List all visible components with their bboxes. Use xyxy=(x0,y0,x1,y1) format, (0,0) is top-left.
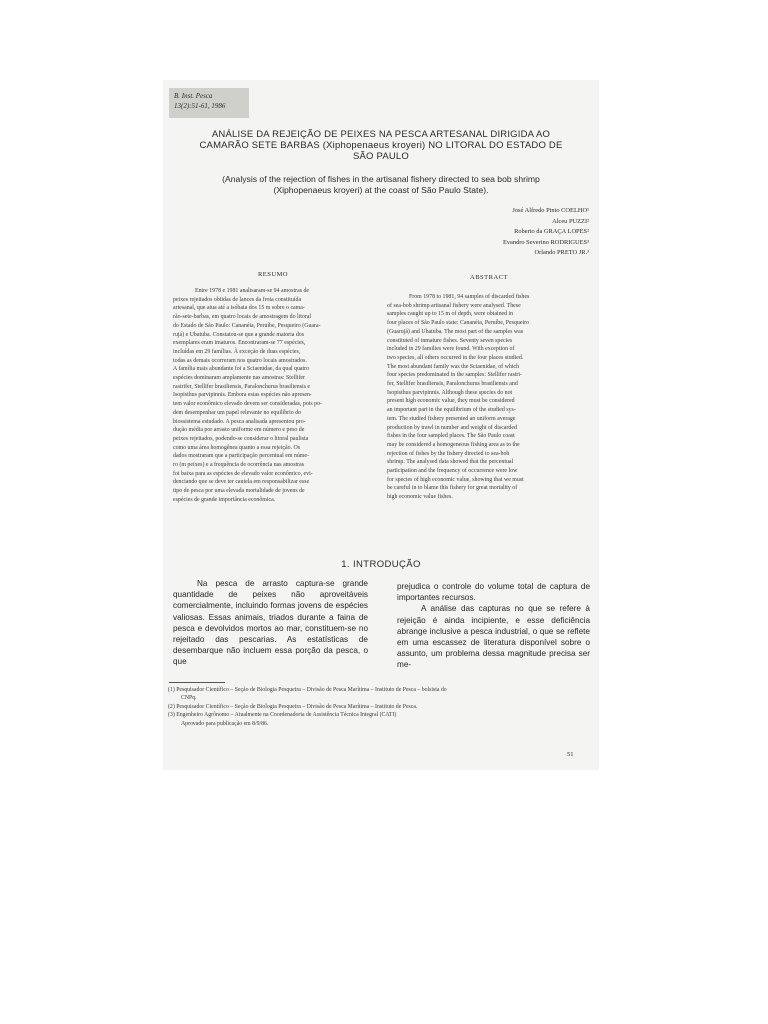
text-line: Isopisthus parvipinnis. Embora estas espécies não apresen- xyxy=(173,392,312,399)
text-line: may be considered a homogeneous fishing area as to the xyxy=(387,441,520,448)
text-line: foi baixa para as espécies de elevado valor econômico, evi- xyxy=(173,470,313,477)
title-line: SÃO PAULO xyxy=(352,151,409,162)
text-line: (Guarujá) and Ubatuba. The most part of the samples was xyxy=(387,328,523,335)
text-line: rão-sete-barbas, em quatro locais de amostragem do litoral xyxy=(173,314,312,321)
intro-right-column xyxy=(397,581,590,671)
text-line: of sea-bob shrimp artisanal fishery were analysed. These xyxy=(387,302,521,309)
abstract-heading: ABSTRACT xyxy=(470,274,508,281)
intro-left-column xyxy=(173,578,368,668)
text-line: incluídas em 29 famílias. À exceção de duas espécies, xyxy=(173,348,301,355)
author: Roberto da GRAÇA LOPES² xyxy=(514,228,589,235)
text-line: included in 29 families were found. With exception of xyxy=(387,346,515,353)
text-line: production by trawl in number and weight of discarded xyxy=(387,424,517,431)
page-number: 51 xyxy=(567,751,574,758)
citation-stamp xyxy=(169,88,249,118)
text-line: present high economic value, they must be considered xyxy=(387,398,515,405)
text-line: biossistema estudado. A pesca analisada apresentou pro- xyxy=(173,418,306,425)
text-line: rastrifer, Stellifer brasiliensis, Paralonchurus brasiliensis e xyxy=(173,383,311,390)
text-line: two species, all others occurred in the four places studied. xyxy=(387,354,524,361)
text-line: Isopisthus parvipinnis. Although these species do not xyxy=(387,389,513,396)
intro-paragraph: A análise das capturas no que se refere à rejeição é ainda incipiente, e esse deficiência abrange inclusive a pesca industrial, o que se reflete em uma escassez de literatura disponível sobre o assunto, um problema dessa magnitude precisa ser me- xyxy=(397,604,590,670)
text-line: tem. The studied fishery presented an uniform average xyxy=(387,415,516,422)
text-line: The most abundant family was the Sciaenidae, of which xyxy=(387,363,520,370)
resumo-text xyxy=(173,287,373,505)
text-line: for species of high economic value, showing that we must xyxy=(387,476,524,483)
text-line: peixes rejeitados, podendo-se considerar o litoral paulista xyxy=(173,435,309,442)
footnote: (3) Engenheiro Agrônomo – Atualmente na Coordenadoria de Assistência Técnica Integral (CATI) xyxy=(168,712,397,719)
text-line: denciando que se deve ter cautela em responsabilizar esse xyxy=(173,479,310,486)
text-line: fishes in the four sampled places. The São Paulo coast xyxy=(387,433,515,440)
introduction-heading: 1. INTRODUÇÃO xyxy=(341,559,421,570)
author: Orlando PRETO JR.³ xyxy=(534,249,589,256)
text-line: be careful in to blame this fishery for great mortality of xyxy=(387,485,518,492)
citation-journal: B. Inst. Pesca xyxy=(174,92,213,100)
text-line: an important part in the equilibrium of the studied sys- xyxy=(387,407,516,414)
footnotes xyxy=(168,686,593,728)
text-line: tem valor econômico elevado devem ser consideradas, pois po- xyxy=(173,401,323,408)
text-line: A família mais abundante foi a Sciaenidae, da qual quatro xyxy=(173,366,310,373)
text-line: exemplares eram imaturos. Encontraram-se 77 espécies, xyxy=(173,340,306,347)
article-title xyxy=(163,129,599,162)
text-line: dados mostraram que a participação percentual em núme- xyxy=(173,453,309,460)
text-line: samples caught up to 15 m of depth, were obtained in xyxy=(387,311,514,318)
author: José Alfredo Pinto COELHO¹ xyxy=(512,207,589,214)
text-line: ro (m peixes) e a frequência de ocorrência nas amostras xyxy=(173,462,305,469)
text-line: do Estado de São Paulo: Cananéia, Peruíbe, Pesqueiro (Guara- xyxy=(173,322,321,329)
intro-paragraph: prejudica o controle do volume total de captura de importantes recursos. xyxy=(397,582,590,603)
text-line: Entre 1978 e 1981 analisaram-se 94 amostras de xyxy=(195,288,310,294)
text-line: rejection of fishes by the fishery directed to sea-bob xyxy=(387,450,510,457)
text-line: constituted of inmature fishes. Seventy seven species xyxy=(387,337,513,344)
intro-paragraph: Na pesca de arrasto captura-se grande quantidade de peixes não aproveitáveis comercialmente, incluindo formas jovens de espécies valiosas. Essas animais, triados durante a faina de pesca e devolvidos mortos ao mar, constituem-se no rejeitado das pescarias. As estatísticas de desembarque não incluem essa porção da pesca, o que xyxy=(173,579,368,667)
text-line: four places of São Paulo state: Cananéia, Peruíbe, Pesqueiro xyxy=(387,320,529,327)
text-line: todas as demais ocorreram nos quatro locais amostrados. xyxy=(173,357,307,364)
subtitle-line: (Analysis of the rejection of fishes in the artisanal fishery directed to sea bob shrimp xyxy=(222,174,540,184)
author: Alceu PUZZI² xyxy=(552,217,589,225)
text-line: four species predominated in the samples: Stellifer rastri- xyxy=(387,372,522,379)
footnote-rule xyxy=(169,682,225,683)
text-line: tipo de pesca por uma elevada mortalidade de jovens de xyxy=(173,488,305,495)
abstract-text xyxy=(387,293,591,502)
subtitle-line: (Xiphopenaeus kroyeri) at the coast of São Paulo State). xyxy=(273,185,489,195)
text-line: peixes rejeitados obtidas de lances da frota constituída xyxy=(173,296,302,303)
text-line: rujá) e Ubatuba. Constatou-se que a grande maioria dos xyxy=(173,331,305,338)
text-line: dução média por arrasto uniforme em número e peso de xyxy=(173,427,305,434)
footnote: (1) Pesquisador Científico – Seção de Biologia Pesqueira – Divisão de Pesca Marítima – Instituto de Pesca – bolsista do xyxy=(168,687,447,693)
text-line: artesanal, que atua até a isóbata dos 15 m sobre o cama- xyxy=(173,305,305,312)
resumo-heading: RESUMO xyxy=(257,271,289,278)
journal-page xyxy=(163,80,599,770)
author: Evandro Severino RODRIGUES³ xyxy=(502,238,589,246)
footnote: Aprovado para publicação em 8/9/86. xyxy=(181,720,269,727)
footnote: (2) Pesquisador Científico – Seção de Biologia Pesqueira – Divisão de Pesca Marítima – Instituto de Pesca. xyxy=(168,703,418,710)
text-line: como uma área homogênea quanto a essa rejeição. Os xyxy=(173,444,301,451)
author-list xyxy=(503,206,589,259)
text-line: From 1978 to 1981, 94 samples of discarded fishes xyxy=(409,294,530,300)
citation-volume: 13(2):51-61, 1986 xyxy=(174,102,226,110)
footnote: CNPq. xyxy=(181,695,197,702)
text-line: fer, Stellifer brasiliensis, Paralonchurus brasiliensis and xyxy=(387,381,518,388)
text-line: dem desempenhar um papel relevante no equilíbrio do xyxy=(173,409,302,416)
text-line: high economic value fishes. xyxy=(387,494,453,501)
title-line: CAMARÃO SETE BARBAS (Xiphopenaeus kroyeri) NO LITORAL DO ESTADO DE xyxy=(199,140,563,151)
article-subtitle xyxy=(188,174,574,196)
text-line: espécies de grande importância econômica. xyxy=(173,496,276,503)
text-line: shrimp. The analysed data showed that the percentual xyxy=(387,459,514,466)
text-line: participation and the frequency of occurrence were low xyxy=(387,468,518,475)
text-line: espécies dominaram amplamente nas amostras: Stellifer xyxy=(173,375,306,382)
title-line: ANÁLISE DA REJEIÇÃO DE PEIXES NA PESCA ARTESANAL DIRIGIDA AO xyxy=(211,129,551,140)
